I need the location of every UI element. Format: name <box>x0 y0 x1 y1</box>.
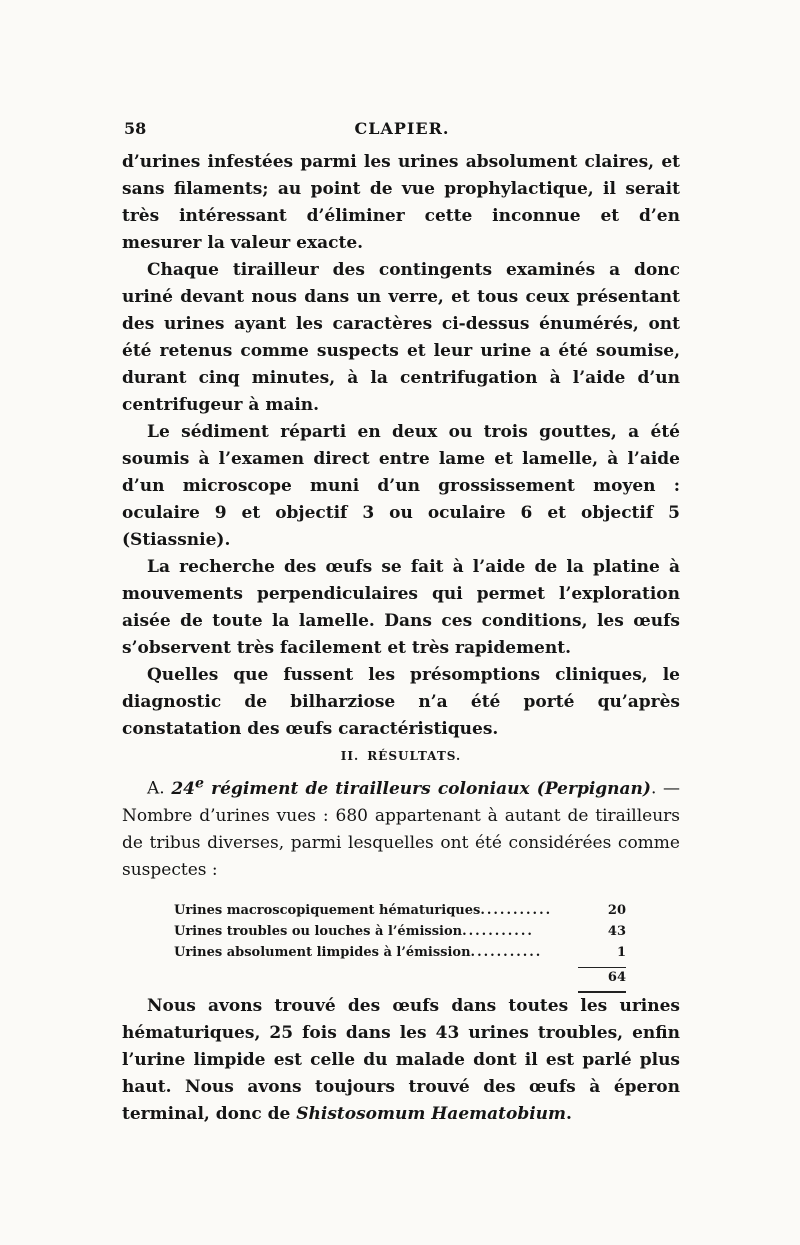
final-text: Nous avons trouvé des œufs dans toutes les urines hématuriques, 25 fois dans les 43 urines troubles, enfin l’urine limpide est celle du malade dont il est parlé plus haut. Nous avons toujours trouvé des œufs à éperon terminal, donc de <box>122 995 680 1124</box>
page-number: 58 <box>124 119 147 138</box>
paragraph-3: Le sédiment réparti en deux ou trois gouttes, a été soumis à l’examen direct entre lame et lamelle, à l’aide d’un microscope muni d’un grossissement moyen : oculaire 9 et objectif 3 ou oculaire 6 et objectif 5 (Stiassnie). <box>122 422 680 550</box>
section-number: II. <box>340 749 360 763</box>
regiment-place: (Perpignan) <box>536 778 651 799</box>
table-row <box>174 942 626 963</box>
table-row <box>174 921 626 942</box>
urine-table <box>174 900 626 993</box>
paragraph-1: d’urines infestées parmi les urines absolument claires, et sans filaments; au point de vue prophylactique, il serait très intéressant d’éliminer cette inconnue et d’en mesurer la valeur exacte. <box>122 152 680 253</box>
row-value: 20 <box>607 902 626 918</box>
entry-text: . — Nombre d’urines vues : 680 appartenant à autant de tirailleurs de tribus diverses, parmi lesquelles ont été considérées comme suspectes : <box>122 778 680 880</box>
final-period: . <box>566 1103 572 1124</box>
paragraph-5: Quelles que fussent les présomptions cliniques, le diagnostic de bilharziose n’a été porté qu’après constatation des œufs caractéristiques. <box>122 665 680 739</box>
regiment-superscript: e <box>195 775 205 791</box>
row-label: Urines macroscopiquement hématuriques <box>174 902 481 918</box>
row-label: Urines absolument limpides à l’émission <box>174 944 471 960</box>
row-leader-dots: ........... <box>480 902 553 918</box>
page-body <box>122 149 680 1128</box>
species-name: Shistosomum Haematobium <box>296 1103 567 1124</box>
final-paragraph <box>122 993 680 1128</box>
section-heading <box>122 743 680 770</box>
entry-letter: A. <box>147 778 165 799</box>
section-title: RÉSULTATS. <box>367 749 462 763</box>
running-title: CLAPIER. <box>354 119 450 138</box>
row-leader-dots: ........... <box>462 923 534 939</box>
row-value: 1 <box>616 944 626 960</box>
row-label: Urines troubles ou louches à l’émission <box>174 923 463 939</box>
regiment-title: régiment de tirailleurs coloniaux <box>204 778 530 799</box>
regiment-number: 24 <box>171 778 195 799</box>
paragraph-2: Chaque tirailleur des contingents examinés a donc uriné devant nous dans un verre, et tous ceux présentant des urines ayant les caractères ci-dessus énumérés, ont été retenus comme suspects et leur urine a été soumise, durant cinq minutes, à la centrifugation à l’aide d’un centrifugeur à main. <box>122 260 680 415</box>
table-row <box>174 900 626 921</box>
entry-a <box>122 770 680 884</box>
paragraph-4: La recherche des œufs se fait à l’aide de la platine à mouvements perpendiculaires qui permet l’exploration aisée de toute la lamelle. Dans ces conditions, les œufs s’observent très facilement et très rapidement. <box>122 557 680 658</box>
running-header <box>124 119 680 143</box>
table-total: 64 <box>607 969 626 985</box>
row-leader-dots: ........... <box>470 944 543 960</box>
row-value: 43 <box>607 923 626 939</box>
